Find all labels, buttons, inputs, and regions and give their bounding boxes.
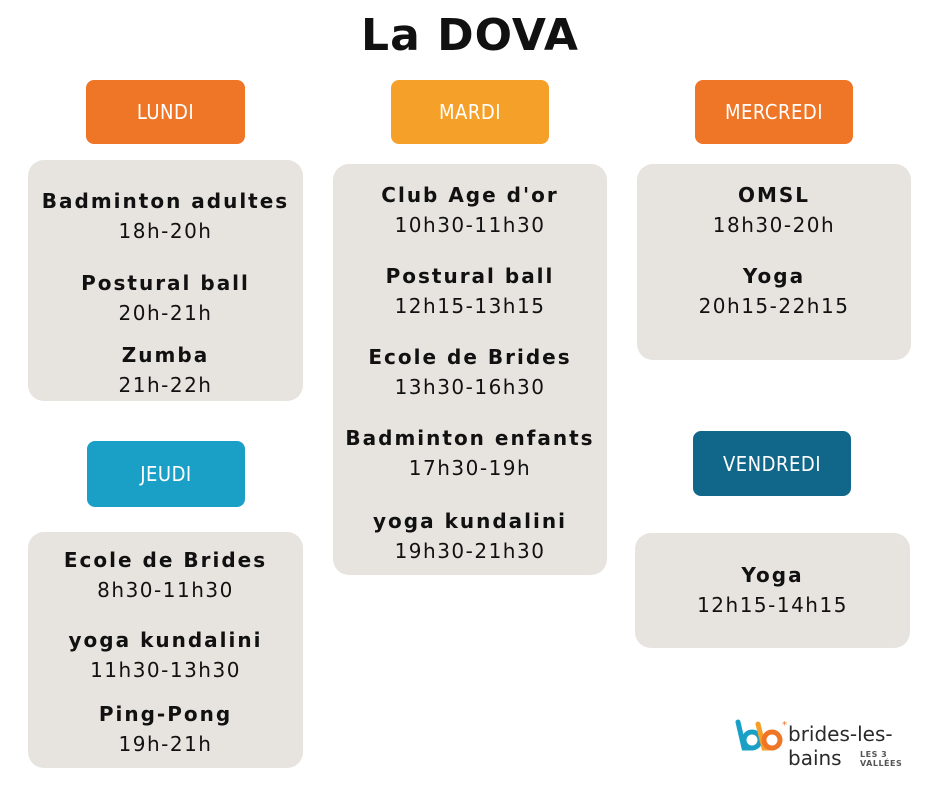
- activity-name: OMSL: [737, 183, 811, 207]
- activity-name: Ping-Pong: [98, 702, 233, 726]
- activity-time: 20h-21h: [118, 301, 213, 325]
- activity-item: [28, 625, 303, 685]
- day-label-lundi: LUNDI: [86, 80, 245, 144]
- activity-name: yoga kundalini: [68, 628, 263, 652]
- activity-time: 12h15-14h15: [697, 593, 848, 617]
- activity-time: 20h15-22h15: [698, 294, 850, 318]
- activity-item: [28, 545, 303, 605]
- activity-name: Yoga: [742, 264, 806, 288]
- activity-item: [635, 560, 910, 620]
- schedule-card-mercredi: [637, 164, 911, 360]
- day-label-jeudi: JEUDI: [87, 441, 245, 507]
- activity-time: 21h-22h: [118, 373, 213, 397]
- activity-name: Postural ball: [385, 264, 555, 288]
- page-title: La DOVA: [361, 10, 579, 61]
- logo-text: brides-les-bains: [788, 722, 893, 770]
- activity-name: Club Age d'or: [381, 183, 559, 207]
- day-label-vendredi: VENDREDI: [693, 431, 851, 496]
- schedule-card-lundi: [28, 160, 303, 401]
- activity-item: [333, 180, 607, 240]
- activity-item: [333, 506, 607, 566]
- activity-name: yoga kundalini: [373, 509, 567, 533]
- activity-name: Ecole de Brides: [63, 548, 268, 572]
- activity-time: 13h30-16h30: [394, 375, 546, 399]
- activity-item: [28, 699, 303, 759]
- activity-item: [333, 342, 607, 402]
- activity-item: [637, 180, 911, 240]
- activity-item: [333, 423, 607, 483]
- activity-time: 10h30-11h30: [394, 213, 546, 237]
- activity-time: 11h30-13h30: [90, 658, 241, 682]
- logo-subtitle: LES 3 VALLÉES: [860, 750, 903, 768]
- activity-name: Ecole de Brides: [368, 345, 572, 369]
- activity-name: Yoga: [741, 563, 804, 587]
- activity-item: [28, 268, 303, 328]
- activity-time: 18h-20h: [118, 219, 213, 243]
- schedule-card-mardi: [333, 164, 607, 575]
- activity-item: [637, 261, 911, 321]
- bb-logo-icon: [732, 718, 788, 758]
- activity-time: 19h-21h: [118, 732, 213, 756]
- activity-time: 18h30-20h: [712, 213, 836, 237]
- activity-name: Postural ball: [81, 271, 250, 295]
- activity-time: 12h15-13h15: [394, 294, 546, 318]
- day-label-mercredi: MERCREDI: [695, 80, 853, 144]
- activity-time: 19h30-21h30: [394, 539, 546, 563]
- schedule-card-vendredi: [635, 533, 910, 648]
- activity-item: [28, 340, 303, 400]
- activity-item: [28, 186, 303, 246]
- activity-name: Zumba: [121, 343, 210, 367]
- activity-item: [333, 261, 607, 321]
- svg-text:*: *: [782, 720, 787, 731]
- schedule-card-jeudi: [28, 532, 303, 768]
- brides-les-bains-logo: [732, 714, 932, 770]
- activity-name: Badminton adultes: [41, 189, 290, 213]
- activity-name: Badminton enfants: [345, 426, 595, 450]
- activity-time: 8h30-11h30: [97, 578, 234, 602]
- day-label-mardi: MARDI: [391, 80, 549, 144]
- activity-time: 17h30-19h: [408, 456, 532, 480]
